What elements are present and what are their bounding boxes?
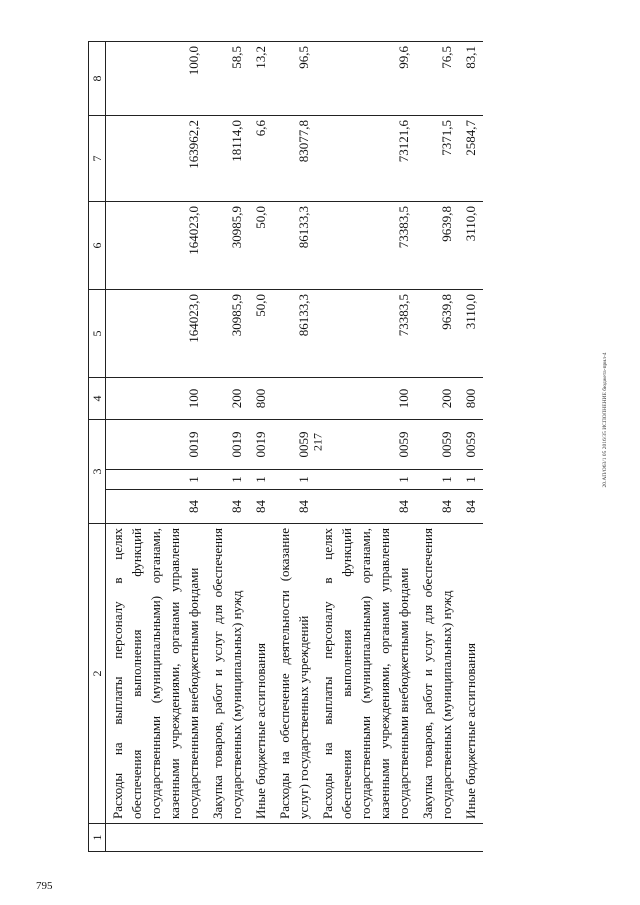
section-cell: 1 [206,470,249,490]
row-number-cell [416,824,459,852]
row-number-cell [206,824,249,852]
row-number-cell [316,824,416,852]
header-col-3: 3 [89,419,106,523]
section-cell: 1 [316,470,416,490]
file-footnote-text: 20.АП/О63/1 05 2016/35 ИСПОЛНЕНИЕ бюджета-прил-4 [602,352,608,488]
target-cell: 0059 [416,419,459,469]
code-cell: 84 [416,490,459,524]
target-cell: 0059 [273,419,316,469]
refined-cell: 86133,3 [273,201,316,289]
budget-table [88,41,483,852]
refined-cell: 50,0 [249,201,273,289]
approved-cell: 50,0 [249,289,273,377]
section-cell: 1 [416,470,459,490]
row-number-cell [106,824,207,852]
header-col-1: 1 [89,824,106,852]
approved-cell: 3110,0 [459,289,483,377]
executed-cell: 163962,2 [106,115,207,201]
approved-cell: 9639,8 [416,289,459,377]
row-number-cell [459,824,483,852]
refined-cell: 9639,8 [416,201,459,289]
percent-cell: 99,6 [316,41,416,115]
code-cell: 84 [106,490,207,524]
code-cell: 84 [273,490,316,524]
code-cell: 84 [316,490,416,524]
refined-cell: 3110,0 [459,201,483,289]
table-row [249,41,273,851]
refined-cell: 73383,5 [316,201,416,289]
kind-cell: 100 [316,377,416,419]
kind-cell: 800 [249,377,273,419]
section-cell: 1 [459,470,483,490]
code-cell: 84 [206,490,249,524]
header-col-4: 4 [89,377,106,419]
expense-name: Иные бюджетные ассигнования [249,524,273,824]
page-number-top-text: 217 [310,433,325,451]
refined-cell: 164023,0 [106,201,207,289]
kind-cell: 800 [459,377,483,419]
row-number-cell [273,824,316,852]
percent-cell: 58,5 [206,41,249,115]
executed-cell: 83077,8 [273,115,316,201]
table-row [273,41,316,851]
percent-cell: 96,5 [273,41,316,115]
kind-cell [273,377,316,419]
percent-cell: 100,0 [106,41,207,115]
percent-cell: 76,5 [416,41,459,115]
approved-cell: 73383,5 [316,289,416,377]
target-cell: 0059 [316,419,416,469]
target-cell: 0019 [249,419,273,469]
table-row [206,41,249,851]
header-col-2: 2 [89,524,106,824]
table-header-row [89,41,106,851]
target-cell: 0019 [106,419,207,469]
expense-name: Закупка товаров, работ и услуг для обеспечения государственных (муниципальных) нужд [206,524,249,824]
header-col-6: 6 [89,201,106,289]
section-cell: 1 [106,470,207,490]
table-row [316,41,416,851]
section-cell: 1 [273,470,316,490]
table-row [106,41,207,851]
header-col-7: 7 [89,115,106,201]
table-row [459,41,483,851]
kind-cell: 200 [416,377,459,419]
approved-cell: 164023,0 [106,289,207,377]
expense-name: Расходы на обеспечение деятельности (оказание услуг) государственных учреждений [273,524,316,824]
rotated-table-wrapper [88,42,620,852]
row-number-cell [249,824,273,852]
table-row [416,41,459,851]
percent-cell: 13,2 [249,41,273,115]
executed-cell: 7371,5 [416,115,459,201]
target-cell: 0059 [459,419,483,469]
kind-cell: 100 [106,377,207,419]
kind-cell: 200 [206,377,249,419]
expense-name: Расходы на выплаты персоналу в целях обеспечения выполнения функций государственными (муниципальными) органами, казенными учреждениями, органами управления государственными внебюджетными фондами [106,524,207,824]
header-col-8: 8 [89,41,106,115]
code-cell: 84 [249,490,273,524]
executed-cell: 2584,7 [459,115,483,201]
approved-cell: 86133,3 [273,289,316,377]
percent-cell: 83,1 [459,41,483,115]
rotated-table-content [88,42,620,852]
refined-cell: 30985,9 [206,201,249,289]
expense-name: Расходы на выплаты персоналу в целях обеспечения выполнения функций государственными (муниципальными) органами, казенными учреждениями, органами управления государственными внебюджетными фондами [316,524,416,824]
code-cell: 84 [459,490,483,524]
page-number-bottom: 795 [36,880,53,892]
header-col-5: 5 [89,289,106,377]
approved-cell: 30985,9 [206,289,249,377]
expense-name: Иные бюджетные ассигнования [459,524,483,824]
section-cell: 1 [249,470,273,490]
expense-name: Закупка товаров, работ и услуг для обеспечения государственных (муниципальных) нужд [416,524,459,824]
executed-cell: 18114,0 [206,115,249,201]
executed-cell: 6,6 [249,115,273,201]
executed-cell: 73121,6 [316,115,416,201]
target-cell: 0019 [206,419,249,469]
